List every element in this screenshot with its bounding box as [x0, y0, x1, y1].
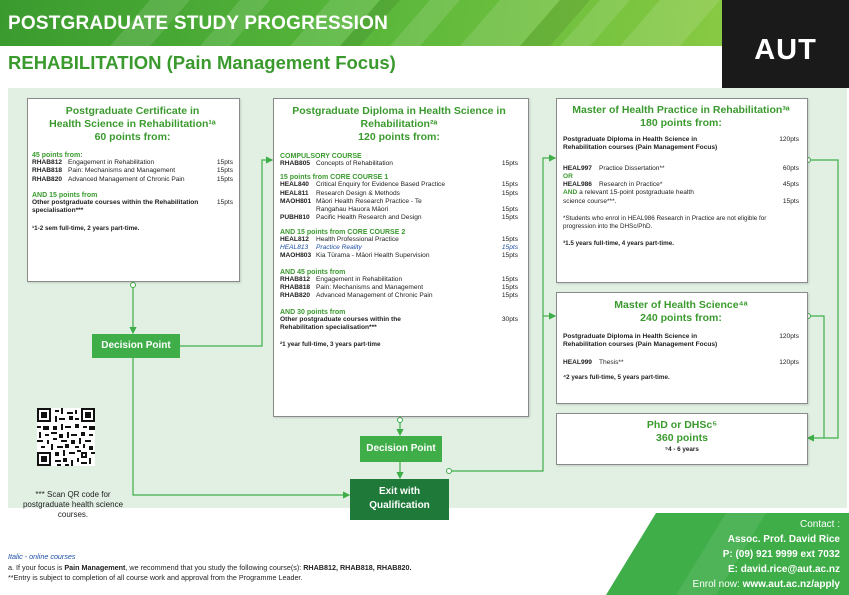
cert-points: 60 points from: [94, 131, 171, 143]
enrol-link[interactable]: www.aut.ac.nz/apply [742, 579, 840, 590]
contact-name: Assoc. Prof. David Rice [727, 534, 840, 545]
line-mhs-to-phd [808, 316, 824, 438]
cert-title-2: Health Science in Rehabilitation¹ᵃ [49, 118, 216, 130]
table-row: Other postgraduate courses within the Rehabilitation specialisation*** 15pts [32, 198, 233, 215]
cert-sec-45: 45 points from: [32, 152, 83, 159]
mhs-duration-note: ⁴2 years full-time, 5 years part-time. [563, 373, 670, 381]
table-row: PUBH810 Pacific Health Research and Design 15pts [280, 214, 518, 222]
footnote-a: a. If your focus is Pain Management, we recommend that you study the following course(s): RHAB812, RHAB818, RHAB820. [8, 562, 412, 572]
diploma-sec-30: AND 30 points from [280, 308, 346, 316]
diploma-title-2: Rehabilitation²ᵃ [360, 118, 438, 130]
phd-duration-note: ⁵4 - 6 years [665, 446, 699, 453]
cert-duration-note: ¹1-2 sem full-time, 2 years part-time. [32, 225, 140, 233]
table-row: RHAB812 Engagement in Rehabilitation 15pts [32, 159, 233, 166]
table-row: HEAL986 Research in Practice* 45pts [563, 181, 799, 189]
diploma-box [273, 98, 529, 417]
table-row: HEAL812 Health Professional Practice 15pts [280, 235, 518, 243]
footer-notes [8, 552, 568, 584]
contact-text [693, 517, 840, 592]
table-row: RHAB818 Pain: Mechanisms and Management 15pts [280, 283, 518, 291]
table-row: RHAB805 Concepts of Rehabilitation 15pts [280, 160, 518, 167]
contact-panel [606, 513, 849, 595]
table-row: Other postgraduate courses within the Rehabilitation specialisation*** 30pts [280, 315, 518, 331]
diploma-sec-45: AND 45 points from [280, 268, 346, 276]
phd-box [556, 413, 808, 465]
qr-caption: *** Scan QR code for postgraduate health science courses. [22, 490, 124, 519]
cert-sec-15: AND 15 points from [32, 191, 98, 199]
contact-email[interactable]: E: david.rice@aut.ac.nz [727, 564, 840, 575]
table-row: RHAB820 Advanced Management of Chronic Pain 15pts [280, 292, 518, 300]
main-title: POSTGRADUATE STUDY PROGRESSION [8, 13, 389, 34]
table-row: HEAL840 Critical Enquiry for Evidence Based Practice 15pts [280, 181, 518, 189]
mhs-points: 240 points from: [640, 312, 722, 324]
line-mhp-to-phd [808, 160, 838, 438]
subtitle: REHABILITATION (Pain Management Focus) [8, 52, 396, 73]
contact-phone[interactable]: P: (09) 921 9999 ext 7032 [722, 549, 840, 560]
cert-title-1: Postgraduate Certificate in [65, 105, 200, 117]
mhp-points: 180 points from: [640, 117, 722, 129]
exit-with-qualification: Exit with Qualification [350, 479, 449, 520]
phd-title: PhD or DHSc⁵ [646, 419, 718, 431]
enrol-line: Enrol now: www.aut.ac.nz/apply [692, 579, 840, 590]
mhp-duration-note: ³1.5 years full-time, 4 years part-time. [563, 240, 674, 248]
table-row: RHAB812 Engagement in Rehabilitation 15pts [280, 275, 518, 283]
mhp-box [556, 98, 808, 283]
decision-point-1: Decision Point [92, 334, 180, 358]
table-row: HEAL811 Research Design & Methods 15pts [280, 189, 518, 197]
table-row: RHAB820 Advanced Management of Chronic Pain 15pts [32, 175, 233, 183]
table-row: AND a relevant 15-point postgraduate health science course***. 15pts [563, 189, 799, 205]
table-row: MAOH801 Māori Health Research Practice - Te Rangahau Hauora Māori 15pts [280, 197, 518, 214]
decision-point-2: Decision Point [360, 436, 442, 462]
phd-points: 360 points [656, 432, 708, 444]
diploma-sec-core1: 15 points from CORE COURSE 1 [280, 174, 389, 182]
contact-label: Contact : [799, 519, 840, 530]
table-row: Postgraduate Diploma in Health Science in Rehabilitation courses (Pain Management Focus) 120pts [563, 136, 799, 152]
italic-legend: Italic - online courses [8, 552, 76, 561]
table-row: RHAB818 Pain: Mechanisms and Management 15pts [32, 167, 233, 175]
or-label: OR [563, 172, 573, 180]
cert-box [27, 98, 240, 282]
mhp-title: Master of Health Practice in Rehabilitation³ᵃ [572, 104, 790, 116]
diploma-sec-compulsory: COMPULSORY COURSE [280, 153, 362, 160]
diploma-sec-core2: AND 15 points from CORE COURSE 2 [280, 228, 406, 236]
footnote-entry: **Entry is subject to completion of all course work and approval from the Programme Leader. [8, 573, 303, 582]
table-row: MAOH803 Kia Tūrama - Māori Health Supervision 15pts [280, 252, 518, 260]
table-row: Postgraduate Diploma in Health Science in Rehabilitation courses (Pain Management Focus) 120pts [563, 333, 799, 349]
mhs-title: Master of Health Science⁴ᵃ [614, 299, 748, 311]
diploma-duration-note: ²1 year full-time, 3 years part-time [280, 341, 381, 349]
logo-text: AUT [754, 34, 817, 66]
mhs-box [556, 292, 808, 404]
diploma-title-1: Postgraduate Diploma in Health Science in [292, 105, 506, 117]
qr-code[interactable] [37, 408, 95, 466]
table-row: HEAL997 Practice Dissertation** 60pts [563, 164, 799, 172]
mhp-star-note: *Students who enrol in HEAL986 Research in Practice are not eligible for progression into the DHSc/PhD. [563, 215, 767, 231]
diploma-points: 120 points from: [358, 131, 440, 143]
table-row-online: HEAL813 Practice Reality 15pts [280, 244, 518, 252]
table-row: HEAL999 Thesis** 120pts [563, 358, 799, 366]
